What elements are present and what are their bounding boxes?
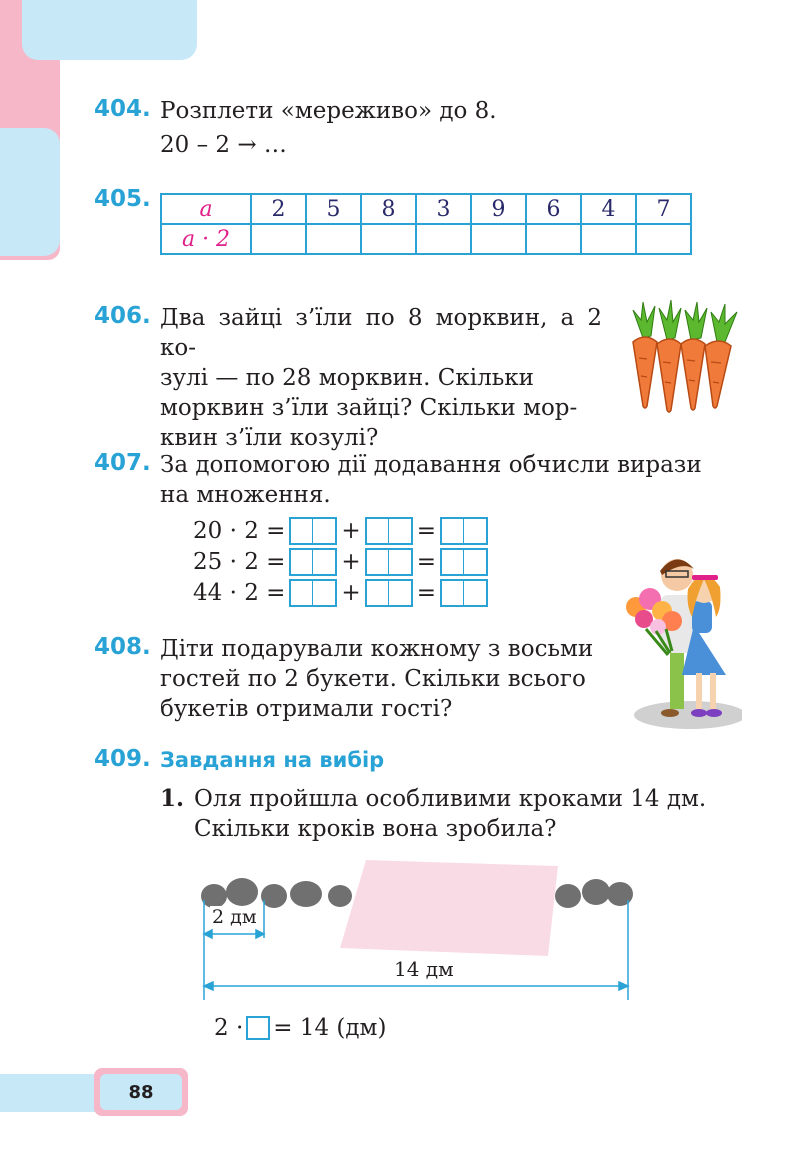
equals-sign: = [416,548,436,575]
table-cell: 9 [471,194,526,224]
table-header-a-times-2: a · 2 [161,224,251,254]
table-cell: 2 [251,194,306,224]
exercise-407-equations [193,515,492,608]
plus-sign: + [341,548,361,575]
text-line: букетів отримали гості? [160,696,453,722]
plus-sign: + [341,579,361,606]
answer-box[interactable] [440,579,488,607]
table-row [161,194,691,224]
table-cell-empty[interactable] [361,224,416,254]
answer-box[interactable] [365,548,413,576]
exercise-409-title: Завдання на вибір [160,748,385,772]
equation-row [193,577,492,608]
equation-right: = 14 (дм) [273,1014,387,1041]
table-cell: 3 [416,194,471,224]
table-header-a: a [161,194,251,224]
table-cell-empty[interactable] [306,224,361,254]
exercise-407-number: 407. [94,450,151,476]
equals-sign: = [416,579,436,606]
equation-lhs: 44 · 2 = [193,579,286,606]
answer-box[interactable] [365,517,413,545]
text-line: Діти подарували кожному з восьми [160,636,594,662]
exercise-409-number: 409. [94,746,151,772]
table-cell-empty[interactable] [526,224,581,254]
exercise-408-text [160,634,612,724]
table-cell-empty[interactable] [251,224,306,254]
text-line: Два зайці з’їли по 8 морквин, а 2 ко- [160,305,602,361]
equals-sign: = [416,517,436,544]
children-with-bouquets-illustration [622,545,742,735]
exercise-404-expression: 20 – 2 → … [160,132,287,158]
text-line: морквин з’їли зайці? Скільки мор- [160,395,578,421]
table-cell: 6 [526,194,581,224]
exercise-405-number: 405. [94,186,151,212]
exercise-404-number: 404. [94,96,151,122]
text-line: За допомогою дії додавання обчисли вирази [160,452,702,478]
task-1-number: 1. [160,785,185,812]
exercise-408-number: 408. [94,634,151,660]
text-line: на множення. [160,482,331,508]
total-length-label: 14 дм [394,957,454,981]
table-row [161,224,691,254]
text-line: Скільки кроків вона зробила? [194,816,557,842]
answer-box[interactable] [440,517,488,545]
table-cell: 8 [361,194,416,224]
carrots-illustration [625,298,745,416]
equation-lhs: 25 · 2 = [193,548,286,575]
step-length-label: 2 дм [212,906,257,928]
steps-diagram [196,856,640,1006]
answer-box[interactable] [289,517,337,545]
text-line: зулі — по 28 морквин. Скільки [160,365,534,391]
equation-row [193,515,492,546]
table-cell-empty[interactable] [416,224,471,254]
table-cell: 5 [306,194,361,224]
table-cell-empty[interactable] [636,224,691,254]
answer-box[interactable] [246,1016,270,1040]
pink-sticker-overlay [340,860,558,956]
table-cell-empty[interactable] [581,224,636,254]
answer-box[interactable] [440,548,488,576]
equation-row [193,546,492,577]
corner-decoration-blue-top [22,0,197,60]
exercise-406-text [160,303,602,453]
corner-decoration-blue-side [0,128,60,256]
exercise-405-table [160,193,692,255]
table-cell-empty[interactable] [471,224,526,254]
table-cell: 4 [581,194,636,224]
exercise-406-number: 406. [94,303,151,329]
text-line: квин з’їли козулі? [160,425,379,451]
text-line: гостей по 2 букети. Скільки всього [160,666,586,692]
plus-sign: + [341,517,361,544]
page-number: 88 [100,1074,182,1110]
answer-box[interactable] [289,579,337,607]
equation-left: 2 · [214,1014,244,1041]
task-1-equation [214,1012,386,1043]
text-line: Оля пройшла особливими кроками 14 дм. [194,786,707,812]
page-tab-strip [0,1074,100,1112]
exercise-404-text: Розплети «мереживо» до 8. [160,98,497,124]
equation-lhs: 20 · 2 = [193,517,286,544]
answer-box[interactable] [365,579,413,607]
exercise-407-text [160,450,742,510]
task-1-text [194,784,746,844]
answer-box[interactable] [289,548,337,576]
table-cell: 7 [636,194,691,224]
